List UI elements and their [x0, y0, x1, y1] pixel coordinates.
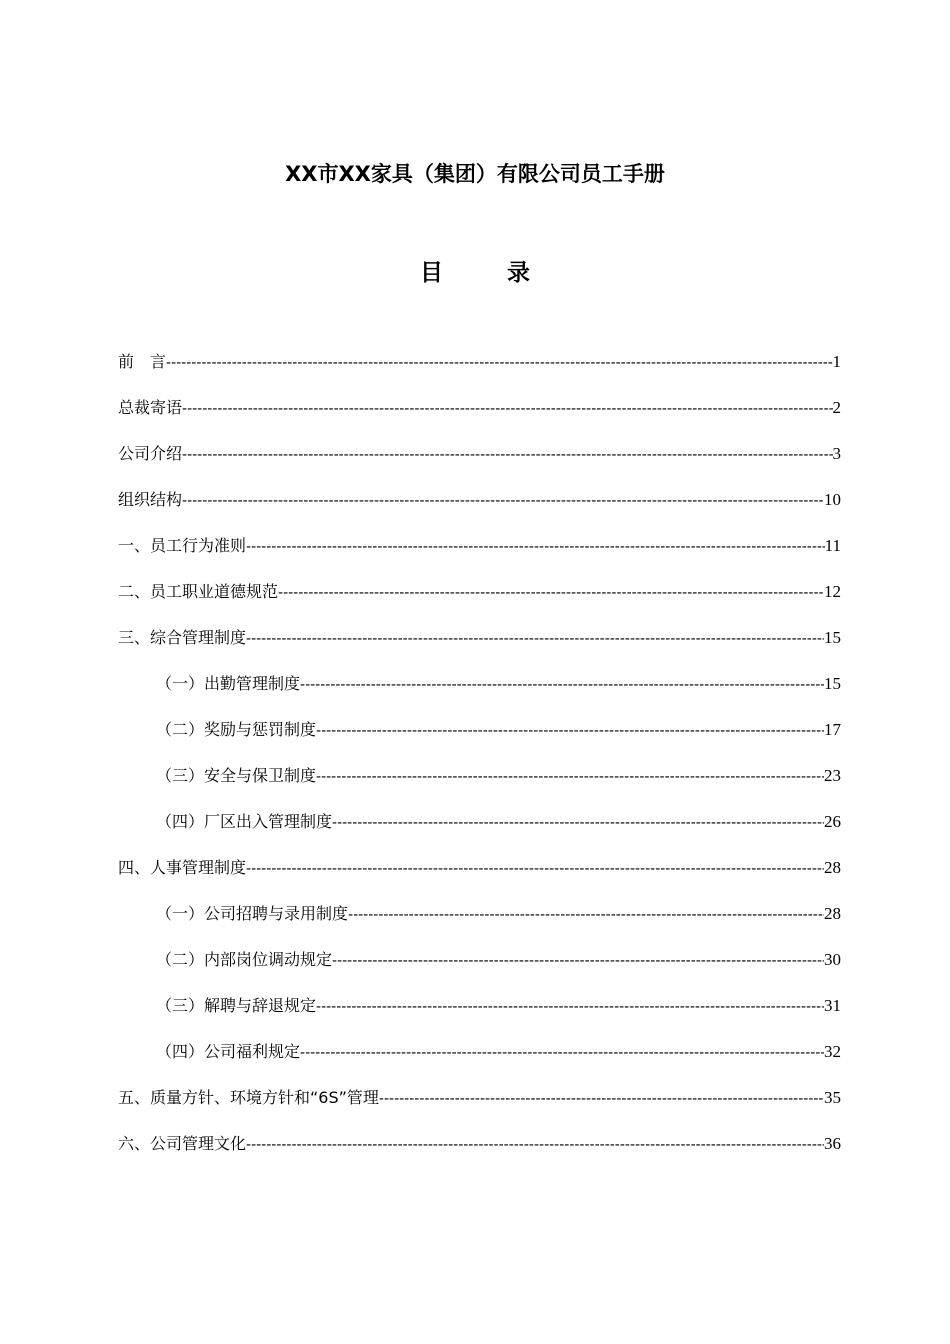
toc-entry-label: 组织结构	[118, 490, 183, 509]
toc-entry-label: （三）解聘与辞退规定	[156, 996, 317, 1015]
toc-dot-leader	[246, 533, 825, 561]
toc-entry-conduct-rules[interactable]	[118, 532, 841, 578]
toc-entry-page: 26	[824, 812, 841, 831]
toc-dot-leader	[246, 625, 824, 653]
toc-dot-leader	[316, 763, 824, 791]
toc-dot-leader	[332, 947, 824, 975]
toc-entry-label: 六、公司管理文化	[118, 1134, 247, 1153]
table-of-contents	[118, 348, 841, 1176]
toc-dot-leader	[246, 855, 824, 883]
toc-entry-president-message[interactable]	[118, 394, 841, 440]
toc-entry-label: 五、质量方针、环境方针和“6S”管理	[118, 1088, 379, 1107]
toc-dot-leader	[278, 579, 824, 607]
toc-entry-safety-security[interactable]	[118, 762, 841, 808]
toc-dot-leader	[246, 1131, 824, 1159]
toc-dot-leader	[332, 809, 824, 837]
toc-entry-label: 总裁寄语	[118, 398, 183, 417]
toc-entry-page: 30	[824, 950, 841, 969]
toc-entry-page: 10	[824, 490, 841, 509]
toc-entry-org-structure[interactable]	[118, 486, 841, 532]
toc-entry-page: 23	[824, 766, 841, 785]
toc-entry-attendance[interactable]	[118, 670, 841, 716]
toc-entry-page: 17	[824, 720, 841, 739]
toc-entry-internal-transfer[interactable]	[118, 946, 841, 992]
toc-entry-label: 二、员工职业道德规范	[118, 582, 279, 601]
toc-entry-recruitment[interactable]	[118, 900, 841, 946]
toc-entry-page: 15	[824, 674, 841, 693]
toc-dot-leader	[300, 1039, 824, 1067]
toc-entry-label: 一、员工行为准则	[118, 536, 247, 555]
toc-entry-page: 36	[824, 1134, 841, 1153]
toc-entry-page: 32	[824, 1042, 841, 1061]
toc-entry-page: 15	[824, 628, 841, 647]
toc-entry-label: 四、人事管理制度	[118, 858, 247, 877]
document-title: XX市XX家具（集团）有限公司员工手册	[285, 162, 665, 186]
toc-entry-label: （四）厂区出入管理制度	[156, 812, 333, 831]
toc-entry-quality-policy[interactable]	[118, 1084, 841, 1130]
toc-dot-leader	[166, 349, 832, 377]
toc-entry-page: 2	[832, 398, 841, 417]
toc-entry-page: 12	[824, 582, 841, 601]
toc-entry-label: 前 言	[118, 352, 167, 371]
toc-entry-ethics[interactable]	[118, 578, 841, 624]
toc-entry-label: （一）出勤管理制度	[156, 674, 301, 693]
toc-entry-welfare[interactable]	[118, 1038, 841, 1084]
toc-dot-leader	[379, 1085, 824, 1113]
toc-heading: 目 录	[419, 260, 558, 286]
toc-entry-label: （一）公司招聘与录用制度	[156, 904, 349, 923]
toc-dot-leader	[300, 671, 824, 699]
toc-dot-leader	[316, 717, 824, 745]
toc-entry-hr-management[interactable]	[118, 854, 841, 900]
toc-entry-factory-access[interactable]	[118, 808, 841, 854]
toc-entry-label: （二）奖励与惩罚制度	[156, 720, 317, 739]
toc-dot-leader	[316, 993, 824, 1021]
toc-entry-preface[interactable]	[118, 348, 841, 394]
toc-entry-page: 1	[832, 352, 841, 371]
toc-entry-page: 28	[824, 904, 841, 923]
toc-entry-page: 31	[824, 996, 841, 1015]
toc-entry-management-culture[interactable]	[118, 1130, 841, 1176]
toc-entry-general-management[interactable]	[118, 624, 841, 670]
toc-entry-page: 3	[832, 444, 841, 463]
toc-entry-page: 35	[824, 1088, 841, 1107]
toc-dot-leader	[182, 395, 832, 423]
toc-entry-label: 公司介绍	[118, 444, 183, 463]
toc-entry-page: 11	[824, 536, 841, 555]
toc-entry-rewards-penalties[interactable]	[118, 716, 841, 762]
toc-dot-leader	[182, 441, 832, 469]
toc-entry-page: 28	[824, 858, 841, 877]
toc-entry-label: （三）安全与保卫制度	[156, 766, 317, 785]
toc-dot-leader	[182, 487, 824, 515]
toc-entry-company-intro[interactable]	[118, 440, 841, 486]
toc-entry-label: （二）内部岗位调动规定	[156, 950, 333, 969]
toc-entry-label: （四）公司福利规定	[156, 1042, 301, 1061]
toc-entry-label: 三、综合管理制度	[118, 628, 247, 647]
toc-entry-dismissal[interactable]	[118, 992, 841, 1038]
toc-dot-leader	[348, 901, 824, 929]
